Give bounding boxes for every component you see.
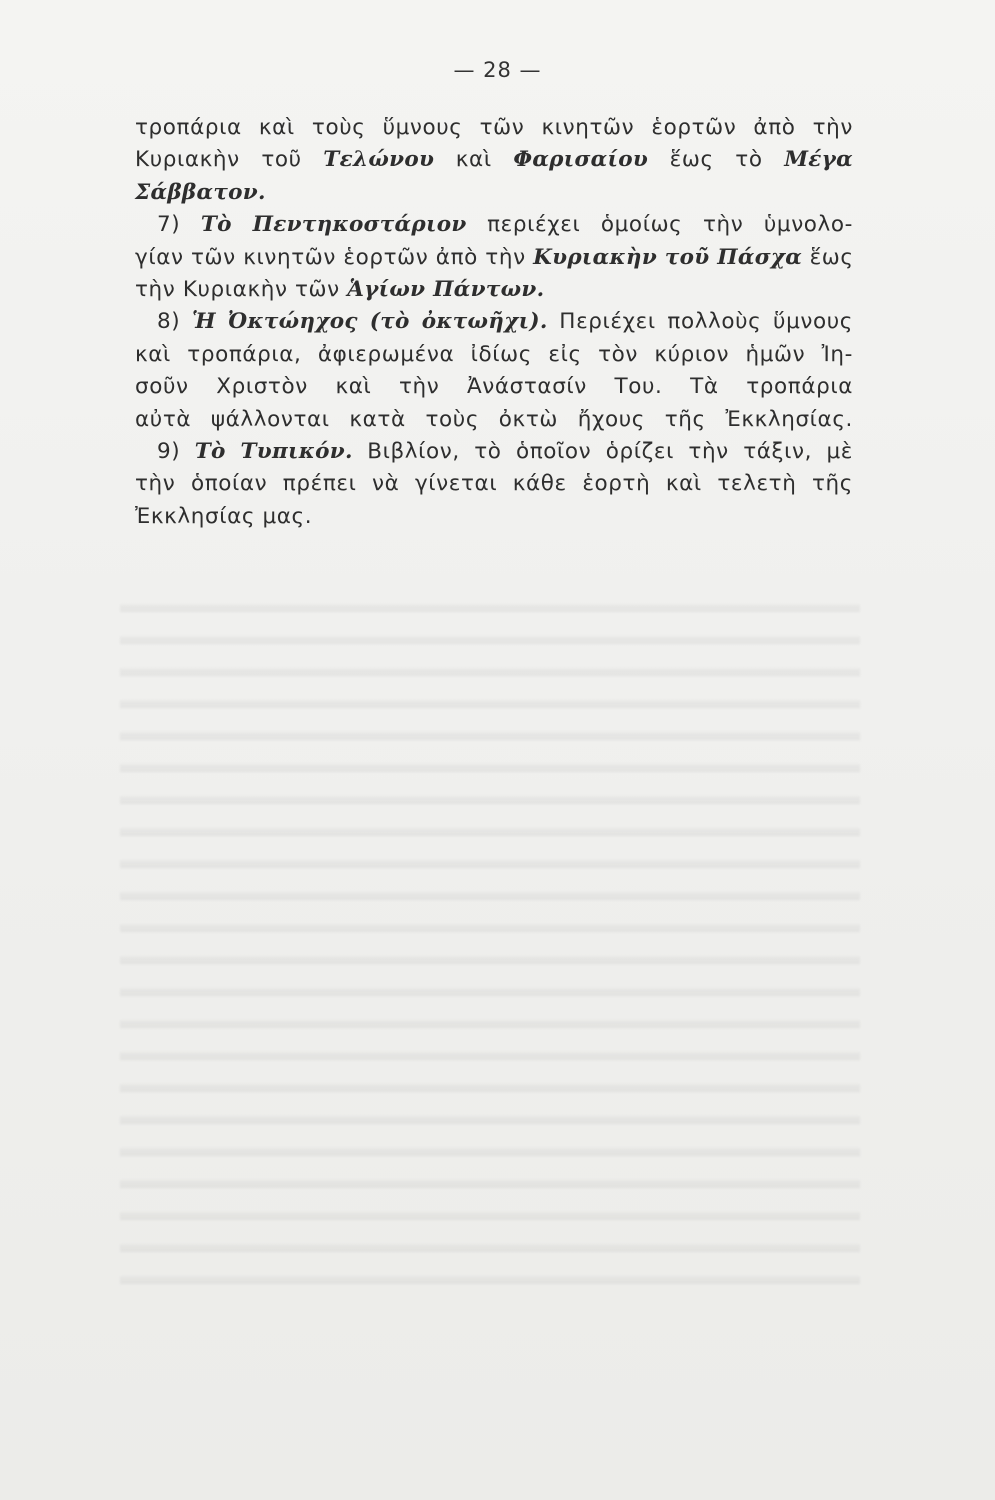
text-line (135, 144, 853, 176)
emphasis-span: Κυριακὴν τοῦ Πάσχα (533, 244, 803, 270)
item-number: 7) (157, 212, 201, 238)
text-span: τὴν Κυριακὴν τῶν (135, 276, 348, 302)
page-number: — 28 — (453, 58, 542, 82)
emphasis-span: Τελώνου (323, 147, 435, 173)
text-span: Κυριακὴν τοῦ (135, 147, 324, 173)
text-span: περιέχει ὁμοίως τὴν ὑμνολο- (466, 212, 853, 238)
text-line (135, 436, 853, 468)
text-line: τὴν ὁποίαν πρέπει νὰ γίνεται κάθε ἑορτὴ καὶ τελετὴ τῆς (135, 471, 853, 497)
text-line: Ἐκκλησίας μας. (135, 503, 313, 529)
text-span: ἕως τὸ (648, 147, 785, 173)
text-span: καὶ (434, 147, 514, 173)
text-line (135, 242, 853, 274)
item-number: 8) (157, 309, 192, 335)
emphasis-span: Τὸ Πεντηκοστάριον (200, 212, 467, 238)
text-line: καὶ τροπάρια, ἀφιερωμένα ἰδίως εἰς τὸν κύριον ἡμῶν Ἰη- (135, 341, 853, 367)
show-through-background (120, 585, 860, 1305)
emphasis-span: Μέγα (784, 147, 853, 173)
emphasis-span: Ἡ Ὀκτώηχος (τὸ ὀκτωῆχι). (191, 309, 548, 335)
text-line: τροπάρια καὶ τοὺς ὕμνους τῶν κινητῶν ἑορτῶν ἀπὸ τὴν (135, 115, 853, 140)
text-line (135, 209, 853, 241)
text-span: ἕως (802, 244, 854, 270)
text-line: Σάββατον. (135, 179, 266, 205)
text-span: Περιέχει πολλοὺς ὕμνους (547, 309, 853, 335)
text-line: σοῦν Χριστὸν καὶ τὴν Ἀνάστασίν Του. Τὰ τροπάρια (135, 374, 853, 400)
text-line (135, 274, 853, 306)
text-span: γίαν τῶν κινητῶν ἑορτῶν ἀπὸ τὴν (135, 244, 534, 270)
text-line (135, 306, 853, 338)
text-span: Βιβλίον, τὸ ὁποῖον ὁρίζει τὴν τάξιν, μὲ (352, 438, 853, 464)
emphasis-span: Ἁγίων Πάντων. (347, 276, 545, 302)
text-line: αὐτὰ ψάλλονται κατὰ τοὺς ὀκτὼ ἤχους τῆς Ἐκκλησίας. (135, 406, 853, 432)
body-text (135, 112, 853, 533)
item-number: 9) (157, 438, 195, 464)
emphasis-span: Φαρισαίου (513, 147, 649, 173)
emphasis-span: Τὸ Τυπικόν. (194, 438, 353, 464)
